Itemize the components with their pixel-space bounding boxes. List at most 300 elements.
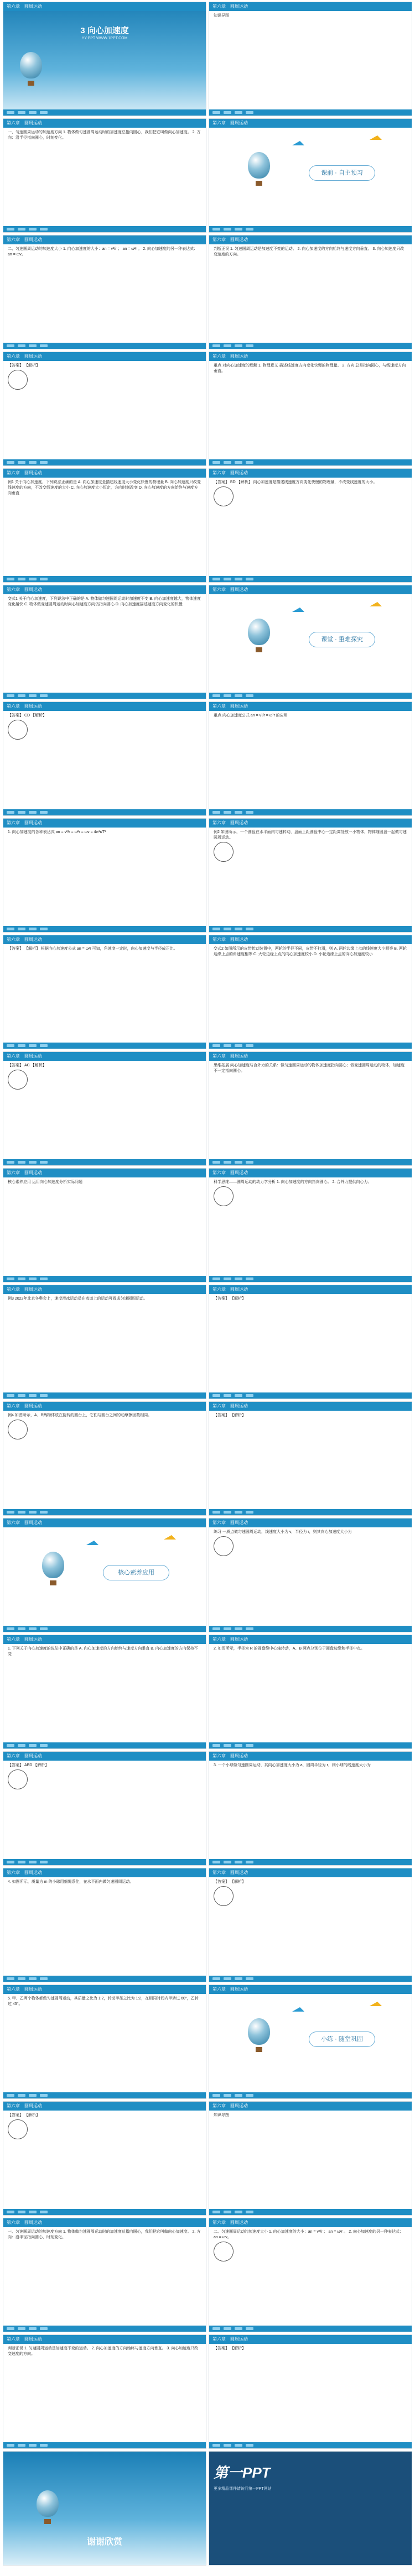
nav-tab[interactable] [212,811,220,814]
slide-bottom-nav[interactable] [3,1859,206,1865]
nav-tab[interactable] [18,2211,25,2213]
chapter-label: 第六章 [212,1753,226,1758]
chapter-label: 第六章 [212,587,226,592]
nav-tab[interactable] [7,1977,14,1980]
circle-diagram [214,2242,234,2261]
nav-tab[interactable] [246,928,253,930]
slide-bottom-nav[interactable] [209,809,412,815]
nav-tab[interactable] [18,2094,25,2097]
nav-tab[interactable] [29,1277,37,1280]
nav-tab[interactable] [235,1744,242,1747]
nav-tab[interactable] [29,578,37,580]
nav-tab[interactable] [40,2094,48,2097]
slide-bottom-nav[interactable] [3,926,206,932]
slide-bottom-nav[interactable] [3,2209,206,2215]
nav-tab[interactable] [224,1161,231,1164]
nav-tab[interactable] [246,1044,253,1047]
chapter-name: 圆周运动 [230,1637,248,1642]
slide-content [8,1646,201,1741]
nav-tab[interactable] [29,111,37,114]
slide-bottom-nav[interactable] [3,576,206,582]
nav-tab[interactable] [246,1277,253,1280]
chapter-label: 第六章 [7,1170,20,1175]
nav-tab[interactable] [40,2327,48,2330]
nav-tab[interactable] [18,1277,25,1280]
slide-topbar [209,235,412,244]
slide-bottom-nav[interactable] [209,1859,412,1865]
nav-tab[interactable] [224,1277,231,1280]
nav-tab[interactable] [18,1861,25,1863]
chapter-label: 第六章 [212,4,226,9]
nav-tab[interactable] [40,1744,48,1747]
slide-bottom-nav[interactable] [3,2442,206,2448]
nav-tab[interactable] [29,2444,37,2447]
nav-tab[interactable] [29,228,37,231]
slide-bottom-nav[interactable] [209,1626,412,1632]
slide-content [214,1296,407,1391]
slide-bottom-nav[interactable] [3,1043,206,1049]
slide-thumbnail [209,1751,412,1866]
nav-tab[interactable] [18,2444,25,2447]
nav-tab[interactable] [235,228,242,231]
slide-content [8,596,201,691]
slide-thumbnail [209,2334,412,2449]
nav-tab[interactable] [40,1044,48,1047]
nav-tab[interactable] [224,228,231,231]
slide-text: 二、匀速圆周运动的加速度大小 1. 向心加速度的大小：an = v²/r ； an = ω²r 。 2. 向心加速度的另一种表达式：an = ωv。 [214,2230,404,2239]
slide-thumbnail [3,2218,206,2332]
slide-bottom-nav[interactable] [3,459,206,465]
nav-tab[interactable] [224,2094,231,2097]
slide-bottom-nav[interactable] [209,343,412,349]
slide-text: 【答案】 【解析】 [8,2113,40,2117]
nav-tab[interactable] [212,1744,220,1747]
nav-tab[interactable] [246,1161,253,1164]
slide-bottom-nav[interactable] [3,2326,206,2332]
slide-topbar [3,1402,206,1411]
chapter-name: 圆周运动 [230,937,248,942]
nav-tab[interactable] [212,2094,220,2097]
nav-tab[interactable] [40,1277,48,1280]
chapter-name: 圆周运动 [24,4,42,9]
nav-tab[interactable] [7,1161,14,1164]
slide-bottom-nav[interactable] [3,1976,206,1982]
nav-tab[interactable] [246,2327,253,2330]
slide-content [8,2346,201,2441]
slide-bottom-nav[interactable] [209,2092,412,2098]
nav-tab[interactable] [235,1161,242,1164]
nav-tab[interactable] [18,578,25,580]
nav-tab[interactable] [18,344,25,347]
nav-tab[interactable] [246,578,253,580]
slide-content [214,2346,407,2441]
nav-tab[interactable] [235,1511,242,1514]
nav-tab[interactable] [224,461,231,464]
slide-bottom-nav[interactable] [209,693,412,699]
nav-tab[interactable] [29,344,37,347]
slide-topbar [209,469,412,478]
nav-tab[interactable] [29,2327,37,2330]
slide-bottom-nav[interactable] [3,809,206,815]
slide-thumbnail [209,235,412,349]
nav-tab[interactable] [40,1627,48,1630]
chapter-label: 第六章 [212,820,226,825]
nav-tab[interactable] [235,2444,242,2447]
slide-thumbnail [3,818,206,933]
nav-tab[interactable] [212,461,220,464]
nav-tab[interactable] [29,1861,37,1863]
nav-tab[interactable] [246,461,253,464]
nav-tab[interactable] [246,1744,253,1747]
nav-tab[interactable] [212,2444,220,2447]
nav-tab[interactable] [224,1627,231,1630]
nav-tab[interactable] [235,1044,242,1047]
nav-tab[interactable] [224,1044,231,1047]
nav-tab[interactable] [29,461,37,464]
slide-bottom-nav[interactable] [209,1976,412,1982]
slide-bottom-nav[interactable] [3,1509,206,1515]
nav-tab[interactable] [18,928,25,930]
nav-tab[interactable] [29,1394,37,1397]
chapter-name: 圆周运动 [24,2337,42,2342]
nav-tab[interactable] [18,1627,25,1630]
slide-bottom-nav[interactable] [209,2442,412,2448]
slide-thumbnail [3,2101,206,2216]
nav-tab[interactable] [40,2211,48,2213]
slide-bottom-nav[interactable] [209,1276,412,1282]
nav-tab[interactable] [212,928,220,930]
nav-tab[interactable] [212,111,220,114]
circle-diagram [8,1769,28,1789]
nav-tab[interactable] [235,1394,242,1397]
nav-tab[interactable] [235,1277,242,1280]
nav-tab[interactable] [29,694,37,697]
nav-tab[interactable] [224,1744,231,1747]
nav-tab[interactable] [246,2094,253,2097]
slide-bottom-nav[interactable] [209,1043,412,1049]
slide-bottom-nav[interactable] [3,693,206,699]
nav-tab[interactable] [224,694,231,697]
nav-tab[interactable] [29,1044,37,1047]
slide-bottom-nav[interactable] [3,109,206,116]
nav-tab[interactable] [212,1044,220,1047]
chapter-label: 第六章 [7,2220,20,2225]
nav-tab[interactable] [246,1627,253,1630]
nav-tab[interactable] [212,1277,220,1280]
nav-tab[interactable] [40,228,48,231]
nav-tab[interactable] [235,2327,242,2330]
slide-thumbnail [209,1401,412,1516]
nav-tab[interactable] [224,1394,231,1397]
nav-tab[interactable] [29,811,37,814]
circle-diagram [214,1536,234,1556]
nav-tab[interactable] [7,2327,14,2330]
nav-tab[interactable] [18,1977,25,1980]
nav-tab[interactable] [29,1511,37,1514]
slide-bottom-nav[interactable] [3,1742,206,1748]
nav-tab[interactable] [40,694,48,697]
nav-tab[interactable] [7,1744,14,1747]
nav-tab[interactable] [235,1861,242,1863]
slide-bottom-nav[interactable] [3,343,206,349]
paper-plane-icon [292,141,304,145]
nav-tab[interactable] [246,1977,253,1980]
slide-topbar [3,2,206,11]
circle-diagram [8,720,28,740]
slide-bottom-nav[interactable] [209,576,412,582]
chapter-label: 第六章 [7,1637,20,1642]
nav-tab[interactable] [29,1627,37,1630]
site-url: YY-PPT WWW.1PPT.COM [81,36,128,40]
slide-text: 【答案】 【解析】 [214,2347,246,2350]
slide-bottom-nav[interactable] [3,1159,206,1165]
nav-tab[interactable] [7,461,14,464]
nav-tab[interactable] [18,1161,25,1164]
nav-tab[interactable] [40,1861,48,1863]
nav-tab[interactable] [18,2327,25,2330]
slide-topbar [3,2102,206,2111]
slide-content [8,2113,201,2207]
nav-tab[interactable] [7,1511,14,1514]
slide-thumbnail [209,2451,412,2565]
slide-thumbnail [3,1518,206,1632]
nav-tab[interactable] [7,1861,14,1863]
slide-bottom-nav[interactable] [209,226,412,232]
slide-bottom-nav[interactable] [209,1742,412,1748]
nav-tab[interactable] [7,811,14,814]
nav-tab[interactable] [40,1161,48,1164]
chapter-label: 第六章 [7,1054,20,1059]
nav-tab[interactable] [235,461,242,464]
nav-tab[interactable] [224,578,231,580]
slide-topbar [3,352,206,361]
nav-tab[interactable] [235,2094,242,2097]
nav-tab[interactable] [235,578,242,580]
slide-text: 【答案】 CD 【解析】 [8,714,46,718]
slide-thumbnail [209,468,412,583]
slide-topbar [3,935,206,944]
slide-text: 5. 甲、乙两个物体都做匀速圆周运动，其质量之比为 1:2，转动半径之比为 1:2，在相同时间内甲转过 60°，乙转过 45°。 [8,1997,199,2006]
balloon-icon [37,2490,59,2517]
chapter-label: 第六章 [212,1287,226,1292]
slide-bottom-nav[interactable] [209,926,412,932]
nav-tab[interactable] [212,1977,220,1980]
chapter-name: 圆周运动 [230,1404,248,1409]
slide-content [8,247,201,341]
nav-tab[interactable] [7,928,14,930]
nav-tab[interactable] [7,111,14,114]
chapter-label: 第六章 [7,937,20,942]
slide-text: 知识导图 [214,14,229,18]
nav-tab[interactable] [235,1977,242,1980]
nav-tab[interactable] [235,2211,242,2213]
nav-tab[interactable] [212,2211,220,2213]
slide-topbar [209,1052,412,1061]
chapter-name: 圆周运动 [24,1287,42,1292]
nav-tab[interactable] [40,578,48,580]
nav-tab[interactable] [18,1044,25,1047]
slide-thumbnail [209,2,412,116]
nav-tab[interactable] [212,1861,220,1863]
nav-tab[interactable] [7,1277,14,1280]
nav-tab[interactable] [18,1744,25,1747]
slide-thumbnail [3,1985,206,2099]
nav-tab[interactable] [7,694,14,697]
nav-tab[interactable] [212,578,220,580]
nav-tab[interactable] [212,228,220,231]
nav-tab[interactable] [40,1977,48,1980]
nav-tab[interactable] [40,1511,48,1514]
nav-tab[interactable] [224,1977,231,1980]
nav-tab[interactable] [235,111,242,114]
paper-plane-icon [370,602,382,606]
nav-tab[interactable] [224,2327,231,2330]
slide-content [8,480,201,574]
nav-tab[interactable] [18,461,25,464]
nav-tab[interactable] [212,1161,220,1164]
nav-tab[interactable] [212,694,220,697]
nav-tab[interactable] [7,1394,14,1397]
nav-tab[interactable] [224,1861,231,1863]
nav-tab[interactable] [40,111,48,114]
chapter-name: 圆周运动 [230,354,248,359]
slide-topbar [3,819,206,828]
slide-thumbnail [3,1868,206,1982]
slide-topbar [209,2,412,11]
nav-tab[interactable] [18,811,25,814]
nav-tab[interactable] [7,344,14,347]
nav-tab[interactable] [212,2327,220,2330]
nav-tab[interactable] [7,1627,14,1630]
nav-tab[interactable] [18,694,25,697]
slide-topbar [3,2218,206,2227]
nav-tab[interactable] [246,1394,253,1397]
nav-tab[interactable] [212,1511,220,1514]
slide-content [8,1996,201,2091]
nav-tab[interactable] [40,461,48,464]
nav-tab[interactable] [29,2094,37,2097]
nav-tab[interactable] [224,2211,231,2213]
chapter-name: 圆周运动 [24,470,42,475]
nav-tab[interactable] [40,344,48,347]
nav-tab[interactable] [235,811,242,814]
nav-tab[interactable] [18,228,25,231]
nav-tab[interactable] [246,2211,253,2213]
nav-tab[interactable] [246,228,253,231]
nav-tab[interactable] [18,111,25,114]
nav-tab[interactable] [235,694,242,697]
circle-diagram [214,842,234,862]
slide-thumbnail [3,1168,206,1282]
nav-tab[interactable] [18,1511,25,1514]
nav-tab[interactable] [246,2444,253,2447]
slide-thumbnail [3,468,206,583]
nav-tab[interactable] [212,1394,220,1397]
slide-bottom-nav[interactable] [209,459,412,465]
balloon-icon [248,2018,270,2045]
slide-text: 【答案】 【解析】 [214,1413,246,1417]
nav-tab[interactable] [40,811,48,814]
nav-tab[interactable] [212,344,220,347]
nav-tab[interactable] [7,228,14,231]
chapter-name: 圆周运动 [24,2220,42,2225]
nav-tab[interactable] [29,1744,37,1747]
nav-tab[interactable] [246,1861,253,1863]
nav-tab[interactable] [224,811,231,814]
nav-tab[interactable] [40,928,48,930]
nav-tab[interactable] [224,111,231,114]
slide-text: 【答案】 BD 【解析】 向心加速度是描述线速度方向变化快慢的物理量，不改变线速度的大小。 [214,480,377,484]
slide-thumbnail [209,935,412,1049]
slide-bottom-nav[interactable] [3,1626,206,1632]
slide-bottom-nav[interactable] [3,1276,206,1282]
slide-content [8,2229,201,2324]
nav-tab[interactable] [246,344,253,347]
nav-tab[interactable] [40,1394,48,1397]
slide-bottom-nav[interactable] [209,1159,412,1165]
slide-bottom-nav[interactable] [209,2209,412,2215]
slide-text: 【答案】 【解析】 根据向心加速度公式 an = ω²r 可知，角速度一定时，向心加速度与半径成正比。 [8,947,178,951]
nav-tab[interactable] [246,111,253,114]
nav-tab[interactable] [29,1977,37,1980]
slide-content [214,1646,407,1741]
slide-bottom-nav[interactable] [3,1392,206,1399]
chapter-label: 第六章 [7,704,20,709]
nav-tab[interactable] [29,2211,37,2213]
slide-bottom-nav[interactable] [209,2326,412,2332]
slide-bottom-nav[interactable] [3,2092,206,2098]
nav-tab[interactable] [7,2444,14,2447]
nav-tab[interactable] [7,1044,14,1047]
nav-tab[interactable] [29,928,37,930]
slide-text: 判断正误 1. 匀速圆周运动是加速度不变的运动。 2. 向心加速度的方向始终与速度方向垂直。 3. 向心加速度只改变速度的方向。 [214,247,404,256]
nav-tab[interactable] [235,344,242,347]
slide-bottom-nav[interactable] [209,1392,412,1399]
slide-bottom-nav[interactable] [3,226,206,232]
thanks-title: 谢谢欣赏 [86,2537,122,2547]
chapter-name: 圆周运动 [230,1170,248,1175]
chapter-label: 第六章 [7,1870,20,1875]
ad-text[interactable]: 更多精品课件请访问第一PPT网站 [214,2487,272,2491]
nav-tab[interactable] [246,1511,253,1514]
slide-topbar [3,1868,206,1877]
slide-topbar [209,1985,412,1994]
nav-tab[interactable] [7,2211,14,2213]
slide-text: 【答案】 【解析】 [214,1880,246,1884]
slide-bottom-nav[interactable] [209,1509,412,1515]
nav-tab[interactable] [224,1511,231,1514]
nav-tab[interactable] [224,928,231,930]
nav-tab[interactable] [246,811,253,814]
chapter-label: 第六章 [212,937,226,942]
slide-bottom-nav[interactable] [209,109,412,116]
slide-content [214,13,407,108]
nav-tab[interactable] [246,694,253,697]
nav-tab[interactable] [235,1627,242,1630]
nav-tab[interactable] [40,2444,48,2447]
nav-tab[interactable] [18,1394,25,1397]
slide-text: 核心素养应用 运用向心加速度分析实际问题 [8,1180,82,1184]
nav-tab[interactable] [224,344,231,347]
nav-tab[interactable] [7,578,14,580]
nav-tab[interactable] [224,2444,231,2447]
slide-text: 重点 对向心加速度的理解 1. 物理意义 描述线速度方向变化快慢的物理量。 2. 方向 总是指向圆心，与线速度方向垂直。 [214,364,406,373]
nav-tab[interactable] [212,1627,220,1630]
nav-tab[interactable] [29,1161,37,1164]
slide-text: 知识导图 [214,2113,229,2117]
nav-tab[interactable] [7,2094,14,2097]
nav-tab[interactable] [235,928,242,930]
